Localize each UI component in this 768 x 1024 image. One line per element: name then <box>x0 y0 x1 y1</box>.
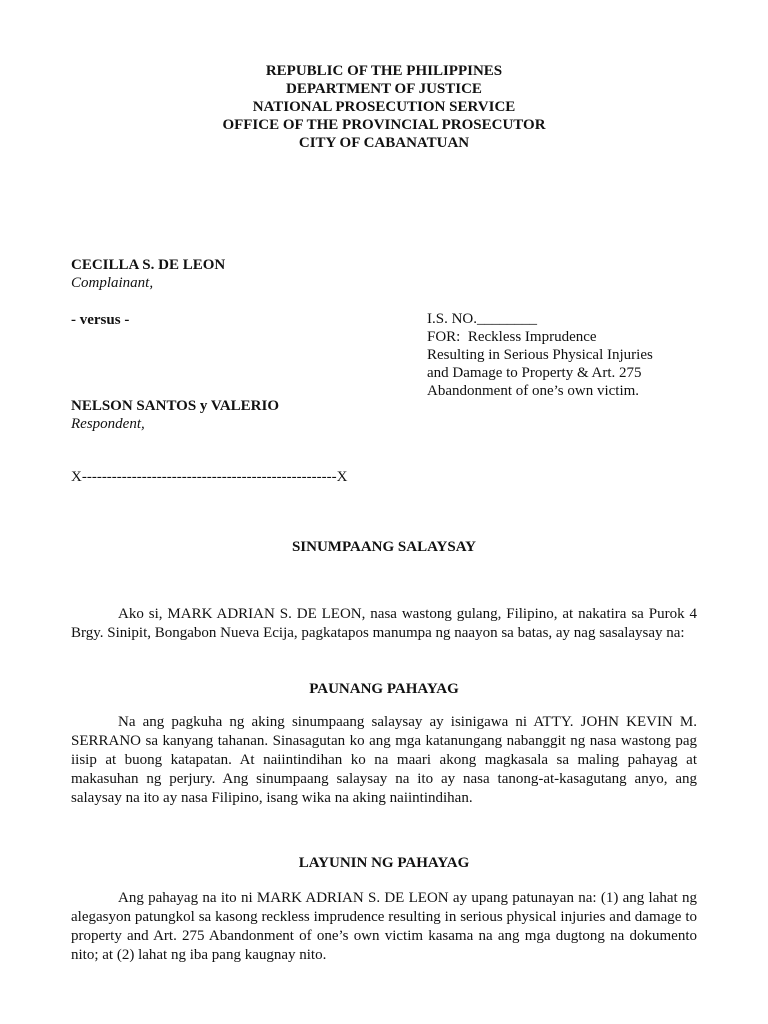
charge-line-1 <box>427 328 747 346</box>
header-city: CITY OF CABANATUAN <box>298 135 470 151</box>
is-number: I.S. NO.________ <box>427 311 538 327</box>
complainant-name: CECILLA S. DE LEON <box>71 257 226 273</box>
versus-label: - versus - <box>71 312 130 328</box>
complainant-label: Complainant, <box>71 275 154 291</box>
section-body-paunang-pahayag: Na ang pagkuha ng aking sinumpaang salaysay ay isinigawa ni ATTY. JOHN KEVIN M. SERRANO sa kanyang tahanan. Sinasagutan ko ang mga katanungang nabanggit ng nasa wastong pag iisip at buong katapatan. At naiintindihan ko na maari akong magkasala sa maling pahayag at makasuhan ng perjury. Ang sinumpaang salaysay na ito ay nasa tanong-at-kasagutang anyo, ang salaysay na ito ay nasa Filipino, isang wika na aking naiintindihan. <box>71 714 697 806</box>
charge-line-3: and Damage to Property & Art. 275 <box>427 365 642 381</box>
document-title: SINUMPAANG SALAYSAY <box>291 539 477 555</box>
header-department: DEPARTMENT OF JUSTICE <box>286 81 482 97</box>
header-service: NATIONAL PROSECUTION SERVICE <box>252 99 516 115</box>
case-details <box>427 310 747 400</box>
section-title-paunang-pahayag: PAUNANG PAHAYAG <box>309 681 459 697</box>
respondent-label: Respondent, <box>71 416 145 432</box>
section-body-layunin: Ang pahayag na ito ni MARK ADRIAN S. DE LEON ay upang patunayan na: (1) ang lahat ng alegasyon patungkol sa kasong reckless imprudence resulting in serious physical injuries and damage to property and Art. 275 Abandonment of one’s own victim kasama na ang mga dugtong na dokumento nito; at (2) lahat ng iba pang kaugnay nito. <box>71 890 697 963</box>
for-label: FOR: <box>427 329 461 345</box>
section-title-layunin: LAYUNIN NG PAHAYAG <box>298 855 470 871</box>
document-header <box>0 62 768 152</box>
respondent-name: NELSON SANTOS y VALERIO <box>71 398 279 414</box>
charge-text-1: Reckless Imprudence <box>467 329 597 345</box>
charge-line-4: Abandonment of one’s own victim. <box>427 383 640 399</box>
intro-paragraph: Ako si, MARK ADRIAN S. DE LEON, nasa wastong gulang, Filipino, at nakatira sa Purok 4 Brgy. Sinipit, Bongabon Nueva Ecija, pagkatapos manumpa ng naayon sa batas, ay nag sasalaysay na: <box>71 606 697 641</box>
caption-separator: X---------------------------------------------------X <box>71 469 348 485</box>
header-republic: REPUBLIC OF THE PHILIPPINES <box>265 63 503 79</box>
charge-line-2: Resulting in Serious Physical Injuries <box>427 347 653 363</box>
header-office: OFFICE OF THE PROVINCIAL PROSECUTOR <box>222 117 546 133</box>
